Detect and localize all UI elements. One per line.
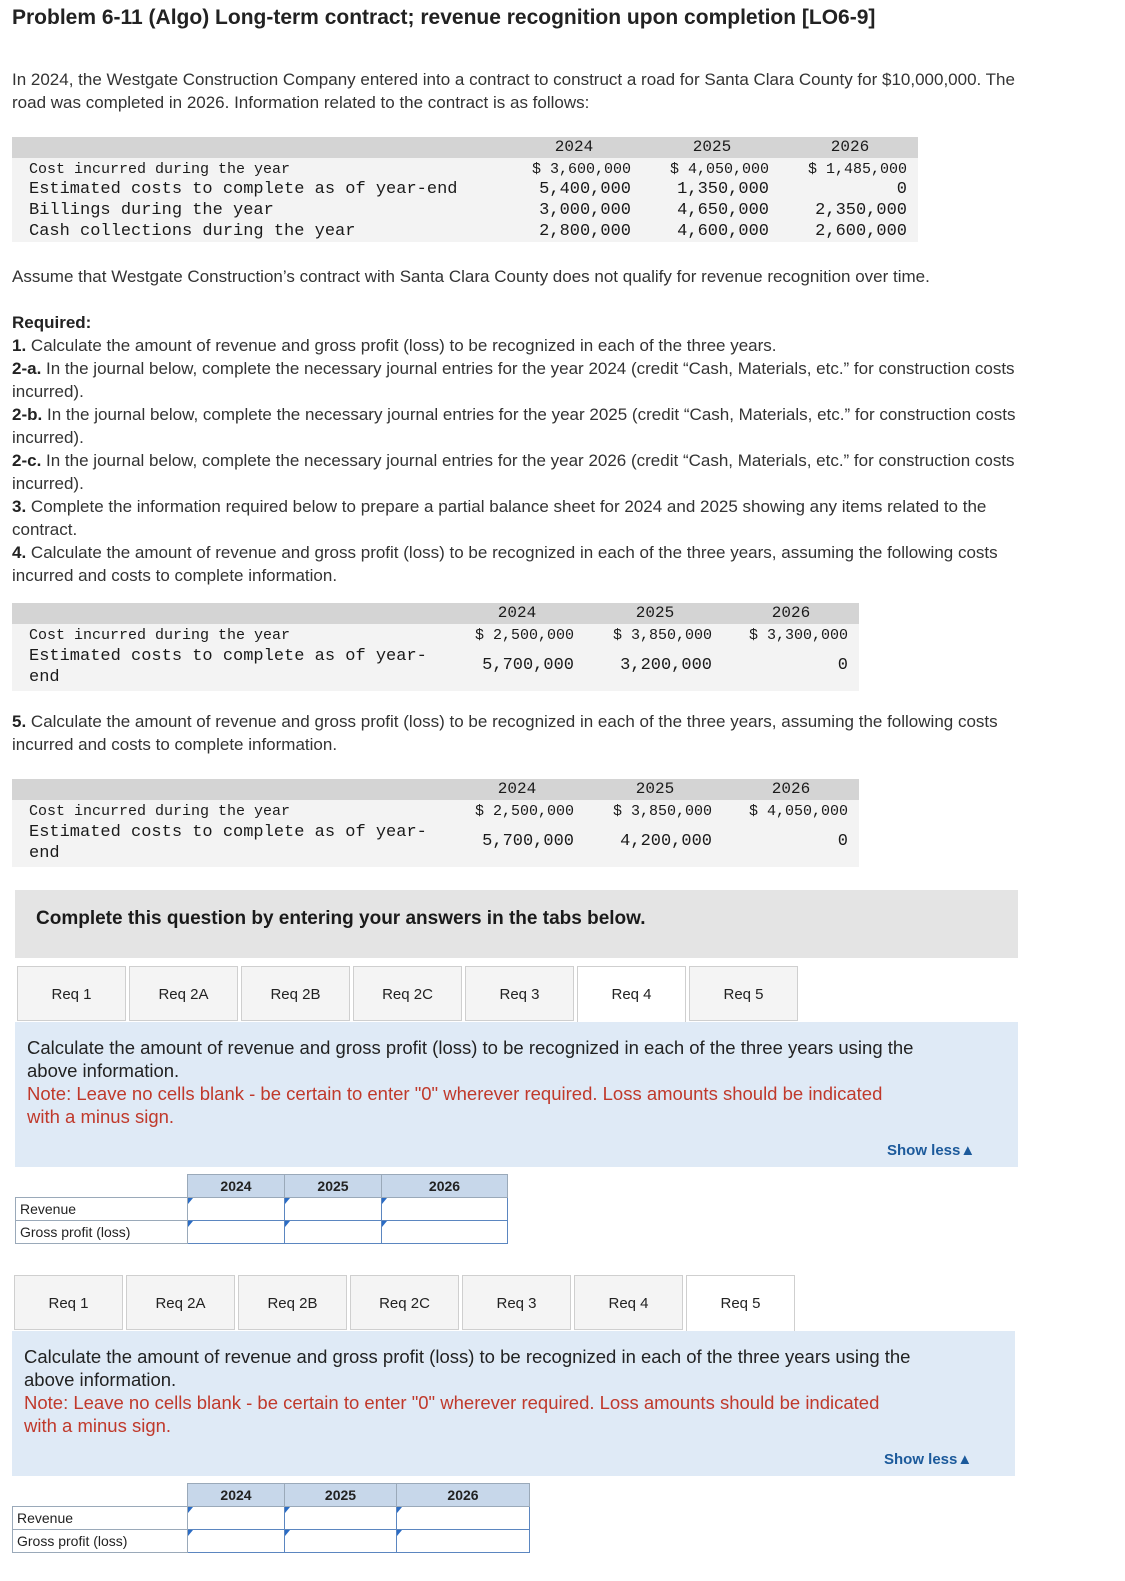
tab-req-3[interactable]: Req 3 xyxy=(462,1275,571,1330)
contract-data-table xyxy=(12,137,918,242)
tab-req-5[interactable]: Req 5 xyxy=(689,966,798,1021)
assumption-text: Assume that Westgate Construction’s contract with Santa Clara County does not qualify for revenue recognition over time. xyxy=(12,267,930,286)
grid-year-header: 2024 xyxy=(188,1175,285,1198)
row-label: Cost incurred during the year xyxy=(29,627,291,644)
gross-profit-2026-input[interactable] xyxy=(382,1221,508,1244)
req-text: incurred). xyxy=(12,382,84,401)
year-header: 2025 xyxy=(692,138,732,156)
grid-year-header: 2025 xyxy=(285,1175,382,1198)
tab-req-4[interactable]: Req 4 xyxy=(577,966,686,1023)
row-label: Estimated costs to complete as of year- xyxy=(29,823,427,842)
cell-value: $ 3,850,000 xyxy=(612,627,712,644)
gross-profit-2026-input[interactable] xyxy=(397,1530,530,1553)
year-header: 2024 xyxy=(497,604,537,622)
cell-value: $ 4,050,000 xyxy=(748,803,848,820)
table-header-band xyxy=(12,137,918,158)
req-number: 2-c. xyxy=(12,451,42,470)
tab-req-2b[interactable]: Req 2B xyxy=(238,1275,347,1330)
req-number: 1. xyxy=(12,336,27,355)
grid-year-header: 2026 xyxy=(382,1175,508,1198)
req-text: Calculate the amount of revenue and gross profit (loss) to be recognized in each of the three years, assuming the following costs xyxy=(30,543,998,562)
grid-year-header: 2026 xyxy=(397,1484,530,1507)
cell-value: 3,200,000 xyxy=(620,656,712,675)
req-text: incurred and costs to complete information. xyxy=(12,735,338,754)
req4-question xyxy=(27,1036,1002,1128)
table-header-band xyxy=(12,603,859,624)
revenue-2026-input[interactable] xyxy=(382,1198,508,1221)
req-text: Calculate the amount of revenue and gross profit (loss) to be recognized in each of the three years, assuming the following costs xyxy=(30,712,998,731)
revenue-2024-input[interactable] xyxy=(188,1198,285,1221)
year-header: 2025 xyxy=(635,604,675,622)
required-section xyxy=(12,311,1112,587)
req4-answer-grid xyxy=(15,1174,508,1244)
question-line: Calculate the amount of revenue and gross profit (loss) to be recognized in each of the three years using the xyxy=(24,1346,911,1367)
year-header: 2026 xyxy=(830,138,870,156)
grid-row-label: Gross profit (loss) xyxy=(13,1530,188,1553)
cell-value: $ 3,850,000 xyxy=(612,803,712,820)
note-line: Note: Leave no cells blank - be certain to enter "0" wherever required. Loss amounts should be indicated xyxy=(24,1392,880,1413)
req-text: In the journal below, complete the necessary journal entries for the year 2026 (credit “Cash, Materials, etc.” for construction costs xyxy=(46,451,1015,470)
tab-req-2a[interactable]: Req 2A xyxy=(129,966,238,1021)
question-line: Calculate the amount of revenue and gross profit (loss) to be recognized in each of the three years using the xyxy=(27,1037,914,1058)
req-number: 3. xyxy=(12,497,27,516)
gross-profit-2025-input[interactable] xyxy=(285,1221,382,1244)
req-text: incurred and costs to complete information. xyxy=(12,566,338,585)
cell-value: $ 3,600,000 xyxy=(531,161,631,178)
grid-row-label: Revenue xyxy=(16,1198,188,1221)
year-header: 2025 xyxy=(635,780,675,798)
cell-value: 0 xyxy=(837,656,848,675)
banner-text: Complete this question by entering your answers in the tabs below. xyxy=(36,908,646,929)
req-text: incurred). xyxy=(12,428,84,447)
grid-year-header: 2024 xyxy=(188,1484,285,1507)
cell-value: 4,200,000 xyxy=(620,832,712,851)
row-label: Billings during the year xyxy=(29,201,274,220)
req-number: 2-b. xyxy=(12,405,43,424)
cell-value: 0 xyxy=(837,832,848,851)
revenue-2025-input[interactable] xyxy=(285,1507,397,1530)
grid-corner xyxy=(13,1484,188,1507)
row-label: Cost incurred during the year xyxy=(29,803,291,820)
gross-profit-2024-input[interactable] xyxy=(188,1530,285,1553)
cell-value: $ 2,500,000 xyxy=(474,627,574,644)
req5-answer-grid xyxy=(12,1483,530,1553)
cell-value: 1,350,000 xyxy=(677,180,769,199)
tab-req-2c[interactable]: Req 2C xyxy=(353,966,462,1021)
req-text: In the journal below, complete the necessary journal entries for the year 2025 (credit “Cash, Materials, etc.” for construction costs xyxy=(46,405,1016,424)
cell-value: 3,000,000 xyxy=(539,201,631,220)
tab-req-2a[interactable]: Req 2A xyxy=(126,1275,235,1330)
question-line: above information. xyxy=(27,1060,180,1081)
year-header: 2024 xyxy=(497,780,537,798)
req-number: 4. xyxy=(12,543,27,562)
year-header: 2024 xyxy=(554,138,594,156)
revenue-2025-input[interactable] xyxy=(285,1198,382,1221)
row-label: Estimated costs to complete as of year- xyxy=(29,647,427,666)
cell-value: 5,700,000 xyxy=(482,832,574,851)
tab-req-1[interactable]: Req 1 xyxy=(17,966,126,1021)
req5-data-table xyxy=(12,779,859,867)
req4-question-panel xyxy=(15,1022,1018,1167)
year-header: 2026 xyxy=(771,780,811,798)
tab-req-2b[interactable]: Req 2B xyxy=(241,966,350,1021)
tab-req-5[interactable]: Req 5 xyxy=(686,1275,795,1332)
cell-value: $ 1,485,000 xyxy=(807,161,907,178)
cell-value: 4,600,000 xyxy=(677,222,769,241)
cell-value: 0 xyxy=(896,180,907,199)
req-text: Calculate the amount of revenue and gross profit (loss) to be recognized in each of the three years. xyxy=(30,336,777,355)
req4-data-table xyxy=(12,603,859,691)
cell-value: $ 2,500,000 xyxy=(474,803,574,820)
intro-text xyxy=(12,68,1015,114)
req-text: Complete the information required below to prepare a partial balance sheet for 2024 and 2025 showing any items related to the xyxy=(30,497,987,516)
tab-req-3[interactable]: Req 3 xyxy=(465,966,574,1021)
grid-corner xyxy=(16,1175,188,1198)
cell-value: 5,400,000 xyxy=(539,180,631,199)
intro-line-2: road was completed in 2026. Information related to the contract is as follows: xyxy=(12,93,590,112)
tab-req-4[interactable]: Req 4 xyxy=(574,1275,683,1330)
cell-value: 4,650,000 xyxy=(677,201,769,220)
req5-text xyxy=(12,710,1112,756)
tab-req-2c[interactable]: Req 2C xyxy=(350,1275,459,1330)
req5-question xyxy=(24,1345,999,1437)
grid-row-label: Revenue xyxy=(13,1507,188,1530)
req-number: 2-a. xyxy=(12,359,42,378)
cell-value: 2,800,000 xyxy=(539,222,631,241)
note-line: with a minus sign. xyxy=(24,1415,172,1436)
grid-row-label: Gross profit (loss) xyxy=(16,1221,188,1244)
instructions-banner xyxy=(15,890,1018,958)
note-line: with a minus sign. xyxy=(27,1106,175,1127)
problem-title: Problem 6-11 (Algo) Long-term contract; revenue recognition upon completion [LO6-9] xyxy=(12,6,876,29)
cell-value: 2,350,000 xyxy=(815,201,907,220)
row-label: Cost incurred during the year xyxy=(29,161,291,178)
table-header-band xyxy=(12,779,859,800)
row-label: end xyxy=(29,844,60,863)
req-text: incurred). xyxy=(12,474,84,493)
revenue-2024-input[interactable] xyxy=(188,1507,285,1530)
row-label: Estimated costs to complete as of year-end xyxy=(29,180,458,199)
req5-question-panel xyxy=(12,1331,1015,1476)
note-line: Note: Leave no cells blank - be certain to enter "0" wherever required. Loss amounts should be indicated xyxy=(27,1083,883,1104)
cell-value: $ 4,050,000 xyxy=(669,161,769,178)
row-label: Cash collections during the year xyxy=(29,222,356,241)
gross-profit-2025-input[interactable] xyxy=(285,1530,397,1553)
grid-year-header: 2025 xyxy=(285,1484,397,1507)
row-label: end xyxy=(29,668,60,687)
intro-line-1: In 2024, the Westgate Construction Company entered into a contract to construct a road for Santa Clara County for $10,000,000. The xyxy=(12,70,1015,89)
tab-req-1[interactable]: Req 1 xyxy=(14,1275,123,1330)
req-number: 5. xyxy=(12,712,27,731)
year-header: 2026 xyxy=(771,604,811,622)
req-text: contract. xyxy=(12,520,78,539)
show-less-link[interactable]: Show less▲ xyxy=(887,1142,976,1159)
cell-value: $ 3,300,000 xyxy=(748,627,848,644)
req-text: In the journal below, complete the necessary journal entries for the year 2024 (credit “Cash, Materials, etc.” for construction costs xyxy=(46,359,1015,378)
question-line: above information. xyxy=(24,1369,177,1390)
cell-value: 2,600,000 xyxy=(815,222,907,241)
show-less-link[interactable]: Show less▲ xyxy=(884,1451,973,1468)
required-heading: Required: xyxy=(12,313,92,332)
revenue-2026-input[interactable] xyxy=(397,1507,530,1530)
cell-value: 5,700,000 xyxy=(482,656,574,675)
gross-profit-2024-input[interactable] xyxy=(188,1221,285,1244)
